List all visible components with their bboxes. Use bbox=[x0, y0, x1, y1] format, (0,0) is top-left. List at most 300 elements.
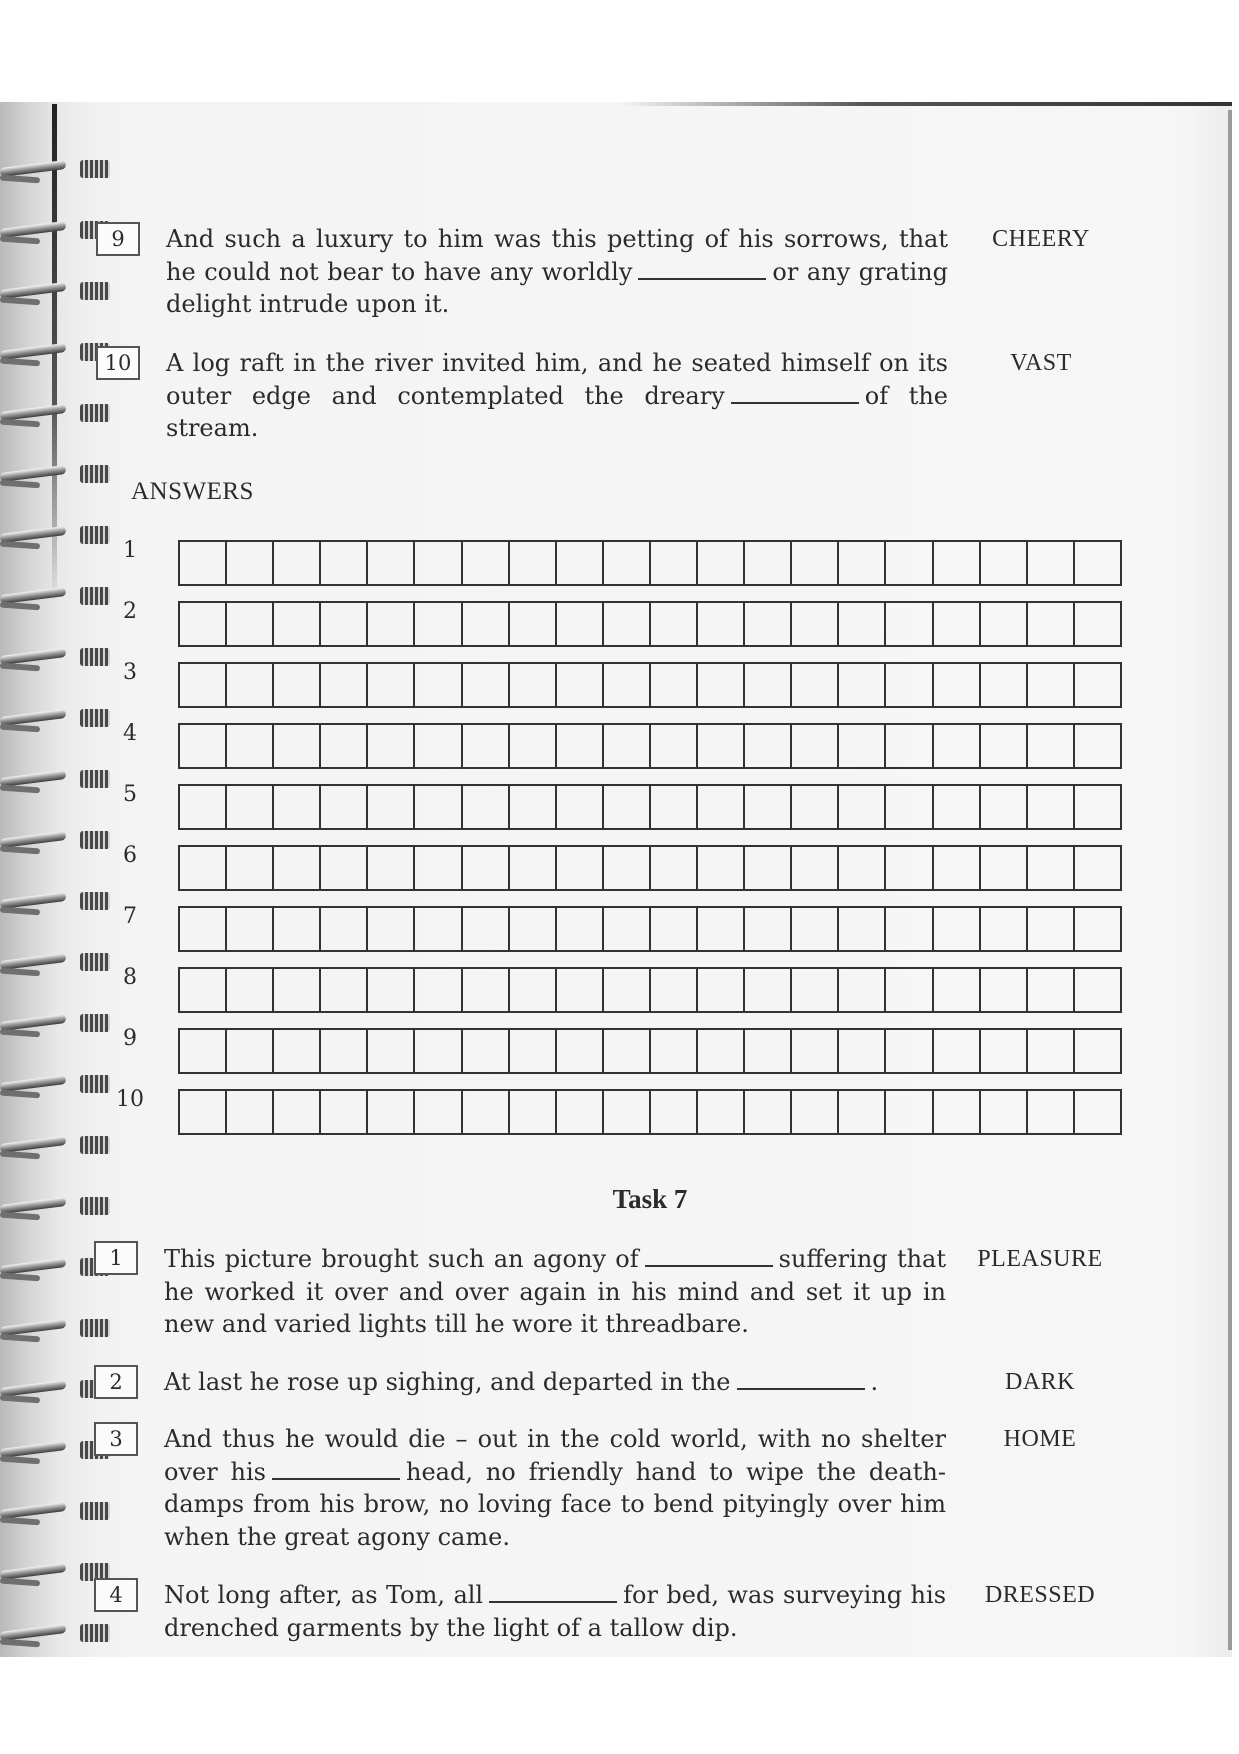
item-number-box: 4 bbox=[94, 1578, 138, 1612]
keyword-pleasure: PLEASURE bbox=[977, 1246, 1103, 1272]
answer-cell[interactable] bbox=[368, 1091, 415, 1133]
answer-row bbox=[178, 1028, 1122, 1074]
answer-cell[interactable] bbox=[510, 664, 557, 706]
answer-cell[interactable] bbox=[463, 542, 510, 584]
spiral-coil bbox=[0, 213, 100, 253]
answer-cell[interactable] bbox=[510, 542, 557, 584]
answer-cell[interactable] bbox=[1028, 664, 1075, 706]
answer-cell[interactable] bbox=[463, 1091, 510, 1133]
answer-cell[interactable] bbox=[510, 1030, 557, 1072]
answer-cell[interactable] bbox=[981, 786, 1028, 828]
answer-cell[interactable] bbox=[745, 786, 792, 828]
answer-cell[interactable] bbox=[792, 1091, 839, 1133]
answer-cell[interactable] bbox=[934, 969, 981, 1011]
answer-cell[interactable] bbox=[368, 908, 415, 950]
answer-cell[interactable] bbox=[604, 847, 651, 889]
answer-cell[interactable] bbox=[651, 908, 698, 950]
answer-cell[interactable] bbox=[934, 1030, 981, 1072]
punch-hole bbox=[80, 1136, 110, 1154]
item-number-box: 2 bbox=[94, 1365, 138, 1399]
answer-row-number: 10 bbox=[116, 1087, 144, 1112]
answer-blank[interactable] bbox=[272, 1460, 400, 1480]
answer-cell[interactable] bbox=[321, 725, 368, 767]
answer-cell[interactable] bbox=[981, 725, 1028, 767]
answer-cell[interactable] bbox=[651, 725, 698, 767]
answer-cell[interactable] bbox=[180, 908, 227, 950]
answer-cell[interactable] bbox=[792, 603, 839, 645]
answer-cell[interactable] bbox=[1075, 786, 1122, 828]
spiral-wire bbox=[0, 1456, 40, 1465]
spiral-coil bbox=[0, 1128, 100, 1168]
answer-cell[interactable] bbox=[698, 725, 745, 767]
answer-cell[interactable] bbox=[745, 847, 792, 889]
answer-cell[interactable] bbox=[745, 1091, 792, 1133]
answer-row-number: 9 bbox=[123, 1026, 137, 1051]
answer-cell[interactable] bbox=[934, 664, 981, 706]
answer-cell[interactable] bbox=[886, 969, 933, 1011]
answer-cell[interactable] bbox=[557, 786, 604, 828]
item-number-box: 10 bbox=[96, 346, 140, 380]
item-number-box: 9 bbox=[96, 222, 140, 256]
answer-cell[interactable] bbox=[321, 908, 368, 950]
answer-cell[interactable] bbox=[1028, 725, 1075, 767]
answer-cell[interactable] bbox=[557, 603, 604, 645]
answer-cell[interactable] bbox=[227, 847, 274, 889]
task-title: Task 7 bbox=[612, 1184, 688, 1214]
spiral-wire bbox=[0, 1334, 40, 1343]
answer-cell[interactable] bbox=[227, 786, 274, 828]
answer-cell[interactable] bbox=[227, 1030, 274, 1072]
punch-hole bbox=[80, 709, 110, 727]
answer-cell[interactable] bbox=[1075, 542, 1122, 584]
answer-row bbox=[178, 967, 1122, 1013]
answer-cell[interactable] bbox=[1028, 847, 1075, 889]
answer-cell[interactable] bbox=[274, 908, 321, 950]
punch-hole bbox=[80, 770, 110, 788]
item-text bbox=[164, 1579, 946, 1644]
answer-cell[interactable] bbox=[180, 542, 227, 584]
answer-cell[interactable] bbox=[180, 969, 227, 1011]
answer-cell[interactable] bbox=[368, 969, 415, 1011]
keyword-dark: DARK bbox=[1004, 1369, 1075, 1395]
answer-cell[interactable] bbox=[274, 603, 321, 645]
answer-cell[interactable] bbox=[1075, 847, 1122, 889]
answer-cell[interactable] bbox=[415, 969, 462, 1011]
answer-cell[interactable] bbox=[886, 847, 933, 889]
answer-cell[interactable] bbox=[745, 908, 792, 950]
answer-cell[interactable] bbox=[934, 603, 981, 645]
answer-cell[interactable] bbox=[463, 908, 510, 950]
answer-row bbox=[178, 845, 1122, 891]
answer-cell[interactable] bbox=[415, 1091, 462, 1133]
item-text-after: or any grating delight intrude upon it. bbox=[166, 257, 948, 318]
answer-cell[interactable] bbox=[415, 786, 462, 828]
answer-cell[interactable] bbox=[839, 1030, 886, 1072]
answer-cell[interactable] bbox=[934, 725, 981, 767]
answer-cell[interactable] bbox=[180, 603, 227, 645]
answer-cell[interactable] bbox=[698, 1030, 745, 1072]
answer-cell[interactable] bbox=[463, 786, 510, 828]
punch-hole bbox=[80, 1319, 110, 1337]
item-text bbox=[166, 347, 948, 445]
spiral-wire bbox=[0, 236, 40, 245]
spiral-coil bbox=[0, 701, 100, 741]
answers-title: ANSWERS bbox=[131, 478, 254, 505]
answer-cell[interactable] bbox=[463, 1030, 510, 1072]
answer-cell[interactable] bbox=[604, 969, 651, 1011]
answer-cell[interactable] bbox=[274, 1030, 321, 1072]
answer-blank[interactable] bbox=[731, 384, 859, 404]
punch-hole bbox=[80, 953, 110, 971]
answer-cell[interactable] bbox=[745, 1030, 792, 1072]
spiral-coil bbox=[0, 823, 100, 863]
answer-row-number: 6 bbox=[123, 843, 137, 868]
spiral-wire bbox=[0, 663, 40, 672]
answer-cell[interactable] bbox=[463, 664, 510, 706]
spiral-wire bbox=[0, 968, 40, 977]
answer-cell[interactable] bbox=[368, 542, 415, 584]
answer-cell[interactable] bbox=[227, 1091, 274, 1133]
answer-row bbox=[178, 601, 1122, 647]
answer-cell[interactable] bbox=[321, 786, 368, 828]
answer-cell[interactable] bbox=[227, 603, 274, 645]
answer-cell[interactable] bbox=[604, 725, 651, 767]
answer-cell[interactable] bbox=[510, 1091, 557, 1133]
answer-cell[interactable] bbox=[698, 786, 745, 828]
punch-hole bbox=[80, 831, 110, 849]
answer-cell[interactable] bbox=[227, 664, 274, 706]
answer-cell[interactable] bbox=[934, 847, 981, 889]
spiral-coil bbox=[0, 1616, 100, 1656]
spiral-wire bbox=[0, 297, 40, 306]
item-text-after: . bbox=[870, 1368, 879, 1396]
answer-row bbox=[178, 784, 1122, 830]
answer-cell[interactable] bbox=[510, 908, 557, 950]
answer-cell[interactable] bbox=[274, 664, 321, 706]
spiral-wire bbox=[0, 724, 40, 733]
answer-cell[interactable] bbox=[415, 725, 462, 767]
spiral-coil bbox=[0, 152, 100, 192]
answer-cell[interactable] bbox=[698, 908, 745, 950]
answer-blank[interactable] bbox=[737, 1370, 865, 1390]
punch-hole bbox=[80, 648, 110, 666]
answer-cell[interactable] bbox=[227, 725, 274, 767]
punch-hole bbox=[80, 1624, 110, 1642]
spiral-coil bbox=[0, 457, 100, 497]
answer-cell[interactable] bbox=[604, 786, 651, 828]
item-text bbox=[164, 1366, 946, 1399]
answer-cell[interactable] bbox=[557, 1091, 604, 1133]
answer-row-number: 1 bbox=[123, 538, 137, 563]
answer-cell[interactable] bbox=[792, 542, 839, 584]
answer-cell[interactable] bbox=[651, 969, 698, 1011]
answer-cell[interactable] bbox=[415, 603, 462, 645]
answer-cell[interactable] bbox=[463, 725, 510, 767]
answer-cell[interactable] bbox=[792, 969, 839, 1011]
answer-cell[interactable] bbox=[698, 664, 745, 706]
answer-cell[interactable] bbox=[839, 969, 886, 1011]
answer-cell[interactable] bbox=[981, 969, 1028, 1011]
answer-cell[interactable] bbox=[839, 725, 886, 767]
answer-cell[interactable] bbox=[321, 1030, 368, 1072]
answer-cell[interactable] bbox=[981, 542, 1028, 584]
answer-row-number: 3 bbox=[123, 660, 137, 685]
answer-cell[interactable] bbox=[1028, 1030, 1075, 1072]
answer-cell[interactable] bbox=[510, 786, 557, 828]
answer-cell[interactable] bbox=[651, 1091, 698, 1133]
answer-cell[interactable] bbox=[934, 1091, 981, 1133]
spiral-coil bbox=[0, 1494, 100, 1534]
answer-cell[interactable] bbox=[792, 786, 839, 828]
answer-cell[interactable] bbox=[321, 847, 368, 889]
answer-cell[interactable] bbox=[698, 847, 745, 889]
answer-cell[interactable] bbox=[934, 908, 981, 950]
answer-cell[interactable] bbox=[368, 725, 415, 767]
answer-cell[interactable] bbox=[981, 908, 1028, 950]
answer-row-number: 5 bbox=[123, 782, 137, 807]
spiral-coil bbox=[0, 274, 100, 314]
answer-cell[interactable] bbox=[557, 1030, 604, 1072]
answer-cell[interactable] bbox=[1028, 786, 1075, 828]
answer-row bbox=[178, 1089, 1122, 1135]
answer-cell[interactable] bbox=[604, 908, 651, 950]
answer-cell[interactable] bbox=[510, 847, 557, 889]
answer-cell[interactable] bbox=[745, 664, 792, 706]
answer-cell[interactable] bbox=[1075, 969, 1122, 1011]
punch-hole bbox=[80, 1502, 110, 1520]
answer-cell[interactable] bbox=[463, 847, 510, 889]
answer-cell[interactable] bbox=[651, 847, 698, 889]
answer-cell[interactable] bbox=[321, 969, 368, 1011]
answer-cell[interactable] bbox=[886, 1030, 933, 1072]
spiral-wire bbox=[0, 907, 40, 916]
item-text-after: of the stream. bbox=[166, 381, 948, 442]
answer-cell[interactable] bbox=[510, 603, 557, 645]
answer-cell[interactable] bbox=[839, 786, 886, 828]
answer-cell[interactable] bbox=[274, 725, 321, 767]
answer-cell[interactable] bbox=[981, 664, 1028, 706]
answer-cell[interactable] bbox=[745, 603, 792, 645]
answer-cell[interactable] bbox=[180, 847, 227, 889]
answer-cell[interactable] bbox=[792, 725, 839, 767]
answer-cell[interactable] bbox=[1075, 1091, 1122, 1133]
spiral-wire bbox=[0, 1517, 40, 1526]
answer-cell[interactable] bbox=[227, 542, 274, 584]
answer-cell[interactable] bbox=[557, 908, 604, 950]
answer-cell[interactable] bbox=[180, 1030, 227, 1072]
answer-cell[interactable] bbox=[1075, 908, 1122, 950]
item-text-before: And thus he would die – out in the cold world, with no shelter over his bbox=[164, 1425, 946, 1486]
answer-cell[interactable] bbox=[839, 1091, 886, 1133]
item-text bbox=[166, 223, 948, 321]
answer-cell[interactable] bbox=[839, 603, 886, 645]
answer-cell[interactable] bbox=[886, 603, 933, 645]
answer-cell[interactable] bbox=[604, 664, 651, 706]
answer-cell[interactable] bbox=[886, 542, 933, 584]
answer-cell[interactable] bbox=[792, 847, 839, 889]
answer-cell[interactable] bbox=[274, 1091, 321, 1133]
answer-cell[interactable] bbox=[1075, 664, 1122, 706]
answer-blank[interactable] bbox=[645, 1247, 773, 1267]
item-number-box: 1 bbox=[94, 1241, 138, 1275]
spiral-wire bbox=[0, 1212, 40, 1221]
answer-cell[interactable] bbox=[604, 1091, 651, 1133]
answer-cell[interactable] bbox=[368, 664, 415, 706]
answer-cell[interactable] bbox=[415, 664, 462, 706]
spiral-coil bbox=[0, 1250, 100, 1290]
answer-cell[interactable] bbox=[651, 542, 698, 584]
answer-cell[interactable] bbox=[1028, 908, 1075, 950]
punch-hole bbox=[80, 282, 110, 300]
answer-cell[interactable] bbox=[415, 542, 462, 584]
answer-cell[interactable] bbox=[792, 1030, 839, 1072]
answer-cell[interactable] bbox=[651, 603, 698, 645]
punch-hole bbox=[80, 1014, 110, 1032]
answer-cell[interactable] bbox=[934, 786, 981, 828]
item-text-after: suffering that he worked it over and over again in his mind and set it up in new and varied lights till he wore it threadbare. bbox=[164, 1245, 946, 1338]
answer-cell[interactable] bbox=[604, 603, 651, 645]
answer-cell[interactable] bbox=[321, 1091, 368, 1133]
answer-cell[interactable] bbox=[886, 1091, 933, 1133]
answer-cell[interactable] bbox=[1028, 542, 1075, 584]
answer-cell[interactable] bbox=[981, 1091, 1028, 1133]
answer-cell[interactable] bbox=[981, 847, 1028, 889]
answer-cell[interactable] bbox=[1075, 603, 1122, 645]
answer-cell[interactable] bbox=[839, 542, 886, 584]
answer-cell[interactable] bbox=[321, 603, 368, 645]
item-text-before: And such a luxury to him was this petting of his sorrows, that he could not bear to have any worldly bbox=[166, 225, 948, 286]
answer-cell[interactable] bbox=[557, 969, 604, 1011]
spiral-coil bbox=[0, 396, 100, 436]
spiral-coil bbox=[0, 1006, 100, 1046]
answer-blank[interactable] bbox=[489, 1583, 617, 1603]
answer-cell[interactable] bbox=[604, 542, 651, 584]
answer-cell[interactable] bbox=[839, 908, 886, 950]
answer-cell[interactable] bbox=[886, 908, 933, 950]
answer-cell[interactable] bbox=[557, 542, 604, 584]
item-text-before: Not long after, as Tom, all bbox=[164, 1581, 484, 1609]
answer-cell[interactable] bbox=[1028, 603, 1075, 645]
punch-hole bbox=[80, 526, 110, 544]
punch-hole bbox=[80, 404, 110, 422]
answer-cell[interactable] bbox=[981, 603, 1028, 645]
answer-cell[interactable] bbox=[792, 908, 839, 950]
spiral-wire bbox=[0, 1395, 40, 1404]
keyword-cheery: CHEERY bbox=[992, 226, 1090, 252]
answer-cell[interactable] bbox=[1028, 1091, 1075, 1133]
answer-cell[interactable] bbox=[180, 786, 227, 828]
answer-cell[interactable] bbox=[463, 603, 510, 645]
answer-cell[interactable] bbox=[227, 969, 274, 1011]
answer-cell[interactable] bbox=[745, 725, 792, 767]
spiral-coil bbox=[0, 640, 100, 680]
answer-row-number: 8 bbox=[123, 965, 137, 990]
answer-cell[interactable] bbox=[180, 1091, 227, 1133]
spiral-wire bbox=[0, 1151, 40, 1160]
page-edge-shadow bbox=[620, 102, 1232, 106]
spiral-coil bbox=[0, 1372, 100, 1412]
punch-hole bbox=[80, 1075, 110, 1093]
answer-cell[interactable] bbox=[1075, 1030, 1122, 1072]
answer-cell[interactable] bbox=[368, 1030, 415, 1072]
answer-cell[interactable] bbox=[321, 542, 368, 584]
spiral-wire bbox=[0, 541, 40, 550]
answer-cell[interactable] bbox=[698, 603, 745, 645]
answer-cell[interactable] bbox=[839, 664, 886, 706]
answer-cell[interactable] bbox=[368, 786, 415, 828]
answer-cell[interactable] bbox=[651, 1030, 698, 1072]
answer-cell[interactable] bbox=[510, 725, 557, 767]
spiral-coil bbox=[0, 518, 100, 558]
answer-cell[interactable] bbox=[274, 786, 321, 828]
answer-cell[interactable] bbox=[557, 725, 604, 767]
spiral-coil bbox=[0, 1067, 100, 1107]
answer-cell[interactable] bbox=[274, 847, 321, 889]
punch-hole bbox=[80, 892, 110, 910]
spiral-coil bbox=[0, 1311, 100, 1351]
answer-cell[interactable] bbox=[415, 847, 462, 889]
answer-cell[interactable] bbox=[745, 542, 792, 584]
answer-cell[interactable] bbox=[227, 908, 274, 950]
answer-cell[interactable] bbox=[180, 725, 227, 767]
answer-cell[interactable] bbox=[651, 664, 698, 706]
answer-blank[interactable] bbox=[638, 260, 766, 280]
punch-hole bbox=[80, 587, 110, 605]
answer-cell[interactable] bbox=[415, 1030, 462, 1072]
item-text-after: for bed, was surveying his drenched garments by the light of a tallow dip. bbox=[164, 1581, 947, 1642]
answer-cell[interactable] bbox=[651, 786, 698, 828]
punch-hole bbox=[80, 465, 110, 483]
item-number-box: 3 bbox=[94, 1422, 138, 1456]
answer-cell[interactable] bbox=[698, 1091, 745, 1133]
spiral-coil bbox=[0, 1555, 100, 1595]
spiral-coil bbox=[0, 945, 100, 985]
answer-cell[interactable] bbox=[1075, 725, 1122, 767]
answer-cell[interactable] bbox=[180, 664, 227, 706]
answer-cell[interactable] bbox=[557, 847, 604, 889]
answer-cell[interactable] bbox=[368, 847, 415, 889]
answer-cell[interactable] bbox=[981, 1030, 1028, 1072]
answer-cell[interactable] bbox=[792, 664, 839, 706]
answer-cell[interactable] bbox=[604, 1030, 651, 1072]
answer-cell[interactable] bbox=[934, 542, 981, 584]
answer-cell[interactable] bbox=[745, 969, 792, 1011]
keyword-vast: VAST bbox=[1010, 350, 1072, 376]
spiral-wire bbox=[0, 1029, 40, 1038]
answer-cell[interactable] bbox=[698, 542, 745, 584]
answer-cell[interactable] bbox=[368, 603, 415, 645]
answer-cell[interactable] bbox=[415, 908, 462, 950]
answer-cell[interactable] bbox=[321, 664, 368, 706]
answer-cell[interactable] bbox=[557, 664, 604, 706]
answer-cell[interactable] bbox=[510, 969, 557, 1011]
answer-cell[interactable] bbox=[886, 786, 933, 828]
spiral-coil bbox=[0, 1189, 100, 1229]
answer-cell[interactable] bbox=[274, 969, 321, 1011]
item-text bbox=[164, 1243, 946, 1341]
answer-cell[interactable] bbox=[463, 969, 510, 1011]
answer-row bbox=[178, 906, 1122, 952]
answer-row bbox=[178, 540, 1122, 586]
answer-cell[interactable] bbox=[698, 969, 745, 1011]
answer-row-number: 4 bbox=[123, 721, 137, 746]
answer-cell[interactable] bbox=[274, 542, 321, 584]
answer-cell[interactable] bbox=[839, 847, 886, 889]
answer-cell[interactable] bbox=[886, 725, 933, 767]
answer-cell[interactable] bbox=[1028, 969, 1075, 1011]
spiral-wire bbox=[0, 1578, 40, 1587]
answer-cell[interactable] bbox=[886, 664, 933, 706]
